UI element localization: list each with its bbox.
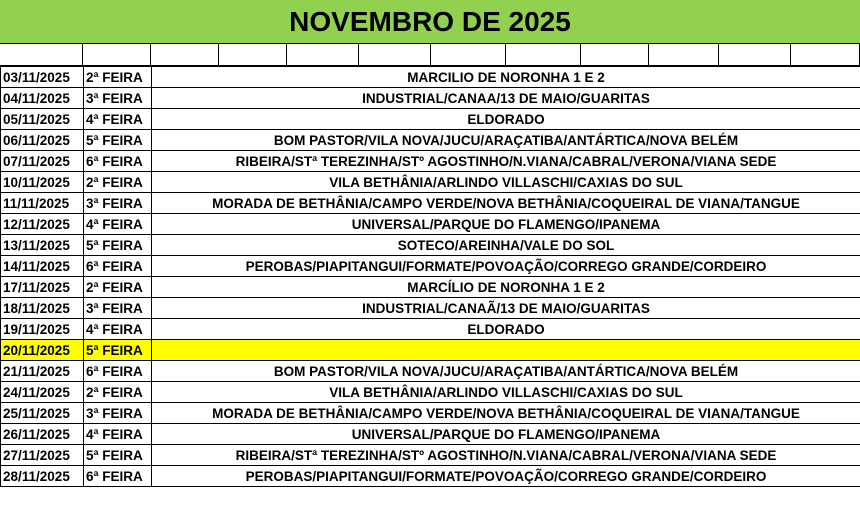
date-cell[interactable]: 13/11/2025 [1,235,84,256]
location-cell[interactable]: MARCÍLIO DE NORONHA 1 E 2 [152,277,860,298]
table-row [1,172,860,193]
location-cell[interactable]: RIBEIRA/STª TEREZINHA/STº AGOSTINHO/N.VIANA/CABRAL/VERONA/VIANA SEDE [152,151,860,172]
weekday-cell[interactable]: 6ª FEIRA [84,361,152,382]
location-cell[interactable]: VILA BETHÂNIA/ARLINDO VILLASCHI/CAXIAS DO SUL [152,382,860,403]
empty-cell[interactable] [359,44,431,66]
table-row [1,130,860,151]
date-cell[interactable]: 27/11/2025 [1,445,84,466]
location-cell[interactable]: BOM PASTOR/VILA NOVA/JUCU/ARAÇATIBA/ANTÁRTICA/NOVA BELÉM [152,130,860,151]
date-cell[interactable]: 25/11/2025 [1,403,84,424]
table-row [1,361,860,382]
weekday-cell[interactable]: 2ª FEIRA [84,172,152,193]
date-cell[interactable]: 07/11/2025 [1,151,84,172]
weekday-cell[interactable]: 6ª FEIRA [84,151,152,172]
date-cell[interactable]: 19/11/2025 [1,319,84,340]
date-cell[interactable]: 28/11/2025 [1,466,84,487]
weekday-cell[interactable]: 4ª FEIRA [84,214,152,235]
table-row [1,235,860,256]
weekday-cell[interactable]: 5ª FEIRA [84,235,152,256]
empty-cell[interactable] [431,44,506,66]
date-cell[interactable]: 20/11/2025 [1,340,84,361]
location-cell[interactable]: PEROBAS/PIAPITANGUI/FORMATE/POVOAÇÃO/CORREGO GRANDE/CORDEIRO [152,466,860,487]
table-row [1,466,860,487]
weekday-cell[interactable]: 2ª FEIRA [84,67,152,88]
weekday-cell[interactable]: 3ª FEIRA [84,193,152,214]
sheet-title[interactable]: NOVEMBRO DE 2025 [0,0,860,44]
weekday-cell[interactable]: 6ª FEIRA [84,256,152,277]
empty-cell[interactable] [287,44,359,66]
location-cell[interactable]: UNIVERSAL/PARQUE DO FLAMENGO/IPANEMA [152,424,860,445]
empty-cell[interactable] [0,44,83,66]
date-cell[interactable]: 24/11/2025 [1,382,84,403]
date-cell[interactable]: 14/11/2025 [1,256,84,277]
weekday-cell[interactable]: 2ª FEIRA [84,277,152,298]
table-row [1,193,860,214]
date-cell[interactable]: 21/11/2025 [1,361,84,382]
location-cell[interactable]: MORADA DE BETHÂNIA/CAMPO VERDE/NOVA BETHÂNIA/COQUEIRAL DE VIANA/TANGUE [152,403,860,424]
location-cell[interactable]: SOTECO/AREINHA/VALE DO SOL [152,235,860,256]
date-cell[interactable]: 17/11/2025 [1,277,84,298]
weekday-cell[interactable]: 5ª FEIRA [84,445,152,466]
location-cell[interactable]: INDUSTRIAL/CANAA/13 DE MAIO/GUARITAS [152,88,860,109]
location-cell[interactable]: RIBEIRA/STª TEREZINHA/STº AGOSTINHO/N.VIANA/CABRAL/VERONA/VIANA SEDE [152,445,860,466]
location-cell[interactable]: ELDORADO [152,319,860,340]
location-cell[interactable]: INDUSTRIAL/CANAÃ/13 DE MAIO/GUARITAS [152,298,860,319]
empty-cell[interactable] [151,44,219,66]
location-cell[interactable]: BOM PASTOR/VILA NOVA/JUCU/ARAÇATIBA/ANTÁRTICA/NOVA BELÉM [152,361,860,382]
date-cell[interactable]: 18/11/2025 [1,298,84,319]
weekday-cell[interactable]: 5ª FEIRA [84,340,152,361]
table-row [1,214,860,235]
weekday-cell[interactable]: 2ª FEIRA [84,382,152,403]
table-row [1,256,860,277]
table-row [1,424,860,445]
date-cell[interactable]: 04/11/2025 [1,88,84,109]
table-row [1,151,860,172]
location-cell[interactable]: ELDORADO [152,109,860,130]
date-cell[interactable]: 05/11/2025 [1,109,84,130]
empty-cell[interactable] [83,44,151,66]
weekday-cell[interactable]: 4ª FEIRA [84,109,152,130]
weekday-cell[interactable]: 3ª FEIRA [84,298,152,319]
schedule-table [0,66,860,487]
date-cell[interactable]: 03/11/2025 [1,67,84,88]
weekday-cell[interactable]: 5ª FEIRA [84,130,152,151]
table-row [1,382,860,403]
location-cell[interactable]: PEROBAS/PIAPITANGUI/FORMATE/POVOAÇÃO/CORREGO GRANDE/CORDEIRO [152,256,860,277]
empty-cell[interactable] [581,44,649,66]
date-cell[interactable]: 10/11/2025 [1,172,84,193]
empty-cell[interactable] [791,44,860,66]
empty-cell[interactable] [506,44,581,66]
table-row [1,67,860,88]
table-row [1,298,860,319]
date-cell[interactable]: 26/11/2025 [1,424,84,445]
table-row [1,340,860,361]
location-cell[interactable]: UNIVERSAL/PARQUE DO FLAMENGO/IPANEMA [152,214,860,235]
empty-cell[interactable] [219,44,287,66]
date-cell[interactable]: 06/11/2025 [1,130,84,151]
location-cell[interactable] [152,340,860,361]
weekday-cell[interactable]: 4ª FEIRA [84,424,152,445]
location-cell[interactable]: MORADA DE BETHÂNIA/CAMPO VERDE/NOVA BETHÂNIA/COQUEIRAL DE VIANA/TANGUE [152,193,860,214]
empty-cell[interactable] [719,44,791,66]
weekday-cell[interactable]: 3ª FEIRA [84,403,152,424]
weekday-cell[interactable]: 4ª FEIRA [84,319,152,340]
table-row [1,109,860,130]
location-cell[interactable]: MARCILIO DE NORONHA 1 E 2 [152,67,860,88]
location-cell[interactable]: VILA BETHÂNIA/ARLINDO VILLASCHI/CAXIAS DO SUL [152,172,860,193]
empty-header-row [0,44,860,66]
weekday-cell[interactable]: 3ª FEIRA [84,88,152,109]
date-cell[interactable]: 11/11/2025 [1,193,84,214]
table-row [1,277,860,298]
date-cell[interactable]: 12/11/2025 [1,214,84,235]
weekday-cell[interactable]: 6ª FEIRA [84,466,152,487]
table-row [1,445,860,466]
table-row [1,403,860,424]
empty-cell[interactable] [649,44,719,66]
table-row [1,88,860,109]
table-row [1,319,860,340]
